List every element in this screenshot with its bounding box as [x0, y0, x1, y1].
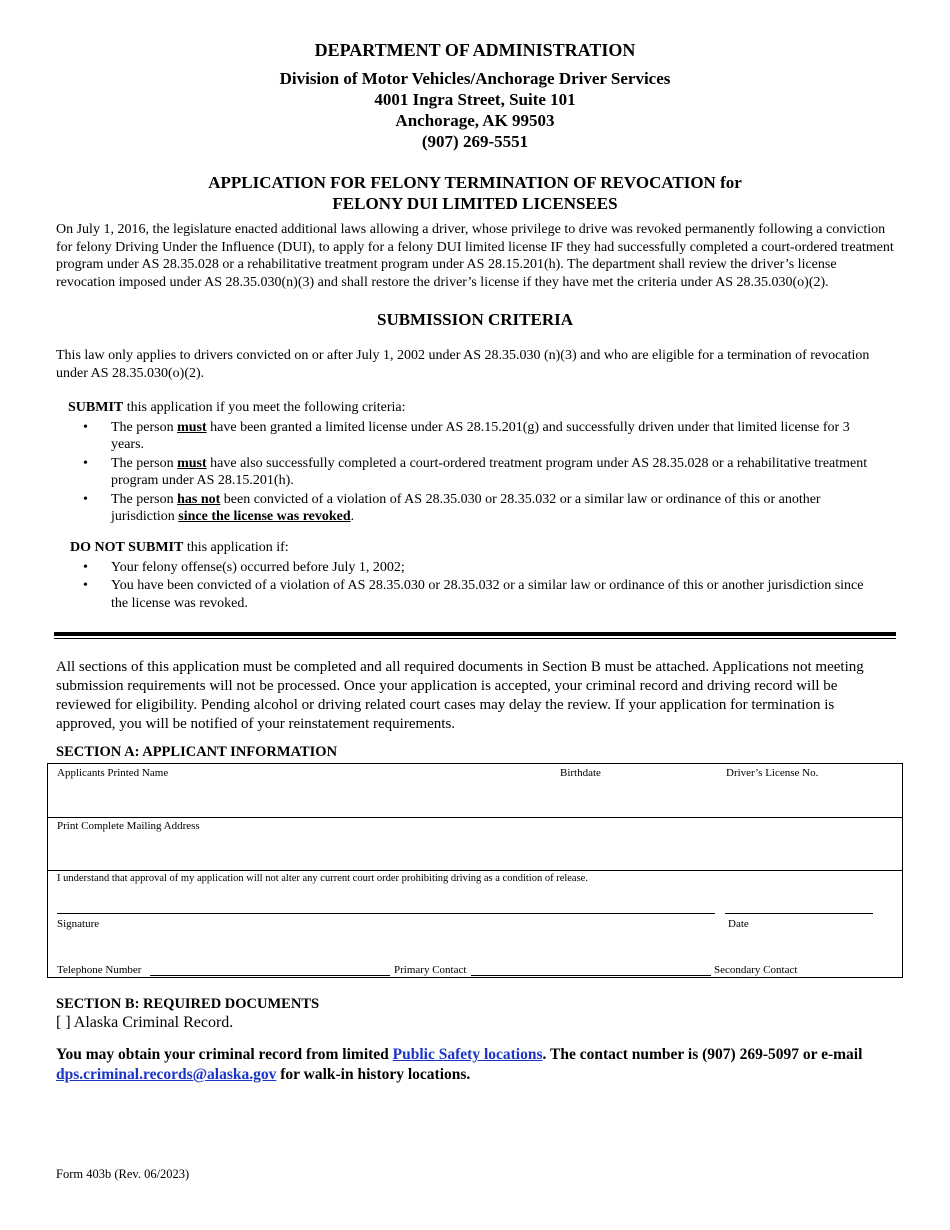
divider-thick [54, 632, 896, 636]
street-address: 4001 Ingra Street, Suite 101 [374, 90, 576, 109]
mailing-address-field[interactable] [48, 831, 900, 869]
address-row [48, 817, 902, 871]
secondary-phone-field[interactable] [471, 975, 711, 976]
notice-paragraph: All sections of this application must be completed and all required documents in Section B must be attached. Applications not meeting submission requirements will not be processed. Once your application is accepted, your criminal record and driving record will be reviewed for eligibility. Pending alcohol or driving related court cases may delay the review. If your application for termination is approved, you will be notified of your reinstatement requirements. [56, 659, 864, 732]
applicant-info-box [47, 763, 903, 978]
public-safety-link[interactable]: Public Safety locations [392, 1046, 543, 1063]
do-not-submit-lead: DO NOT SUBMIT this application if: [70, 540, 289, 555]
submission-criteria-heading: SUBMISSION CRITERIA [376, 310, 574, 329]
bullet-icon: • [83, 455, 88, 471]
license-number-field[interactable] [724, 778, 900, 816]
telephone-label: Telephone Number [57, 964, 142, 976]
applicability-paragraph: This law only applies to drivers convicted on or after July 1, 2002 under AS 28.35.030 (n)(3) and who are eligible for a termination of revocation under AS 28.35.030(o)(2). [56, 348, 870, 381]
list-item: • The person must have also successfully completed a court-ordered treatment program under AS 28.35.028 or a rehabilitative treatment program under AS 28.15.201(h). [83, 455, 868, 488]
signature-label: Signature [57, 918, 100, 930]
agency-address [0, 68, 950, 152]
form-number: Form 403b (Rev. 06/2023) [56, 1167, 190, 1181]
date-label: Date [728, 918, 749, 930]
license-label: Driver’s License No. [726, 767, 819, 779]
agency-phone: (907) 269-5551 [421, 132, 529, 151]
department-heading: DEPARTMENT OF ADMINISTRATION [314, 40, 636, 60]
birthdate-field[interactable] [558, 778, 718, 816]
acknowledgement-text: I understand that approval of my application will not alter any current court order prohibiting driving as a condition of release. [57, 873, 588, 884]
list-item: • You have been convicted of a violation of AS 28.35.030 or 28.35.032 or a similar law or ordinance of this or another jurisdiction since the license was revoked. [83, 578, 864, 611]
city-state-zip: Anchorage, AK 99503 [395, 111, 555, 130]
section-a-heading: SECTION A: APPLICANT INFORMATION [56, 744, 338, 760]
form-title-line-1: APPLICATION FOR FELONY TERMINATION OF REVOCATION for [208, 173, 742, 192]
signature-field[interactable] [57, 913, 715, 914]
form-title [0, 172, 950, 214]
birthdate-label: Birthdate [560, 767, 601, 779]
section-b-heading: SECTION B: REQUIRED DOCUMENTS [56, 996, 320, 1012]
primary-contact-label: Primary Contact [394, 964, 467, 976]
intro-paragraph: On July 1, 2016, the legislature enacted additional laws allowing a driver, whose privilege to drive was revoked permanently following a conviction for felony Driving Under the Influence (DUI), to apply for a felony DUI limited license IF they had successfully completed a court-ordered treatment program under AS 28.35.028 or a rehabilitative treatment program under AS 28.15.201(h). The department shall review the driver’s license revocation imposed under AS 28.35.030(n)(3) and shall restore the driver’s license if they have met the criteria under AS 28.35.030(o)(2). [56, 222, 894, 290]
list-item: • Your felony offense(s) occurred before July 1, 2002; [83, 559, 405, 575]
do-not-submit-criteria [70, 539, 870, 613]
submit-lead: SUBMIT this application if you meet the following criteria: [68, 400, 406, 415]
email-link[interactable]: dps.criminal.records@alaska.gov [56, 1066, 277, 1083]
name-label: Applicants Printed Name [57, 767, 169, 779]
obtain-record-paragraph: You may obtain your criminal record from limited Public Safety locations. The contact number is (907) 269-5097 or e-mail dps.criminal.records@alaska.gov for walk-in history locations. [56, 1046, 863, 1083]
bullet-icon: • [83, 559, 88, 575]
name-field[interactable] [48, 778, 548, 816]
do-not-submit-list [70, 559, 870, 613]
divider-thin [54, 638, 896, 639]
list-item: • The person must have been granted a limited license under AS 28.15.201(g) and successfully driven under that limited license for 3 years. [83, 419, 850, 452]
telephone-field[interactable] [150, 975, 390, 976]
submit-list [68, 419, 868, 526]
form-title-line-2: FELONY DUI LIMITED LICENSEES [332, 194, 618, 213]
address-label: Print Complete Mailing Address [57, 820, 200, 832]
bullet-icon: • [83, 491, 88, 507]
date-field[interactable] [725, 913, 873, 914]
submit-criteria [68, 399, 868, 527]
list-item: • The person has not been convicted of a violation of AS 28.35.030 or 28.35.032 or a similar law or ordinance of this or another jurisdiction since the license was revoked. [83, 491, 821, 524]
name-row [48, 764, 902, 818]
criminal-record-checkbox[interactable]: [ ] Alaska Criminal Record. [56, 1014, 234, 1031]
bullet-icon: • [83, 578, 88, 593]
secondary-contact-label: Secondary Contact [714, 964, 798, 976]
division-name: Division of Motor Vehicles/Anchorage Driver Services [279, 69, 671, 88]
bullet-icon: • [83, 419, 88, 435]
